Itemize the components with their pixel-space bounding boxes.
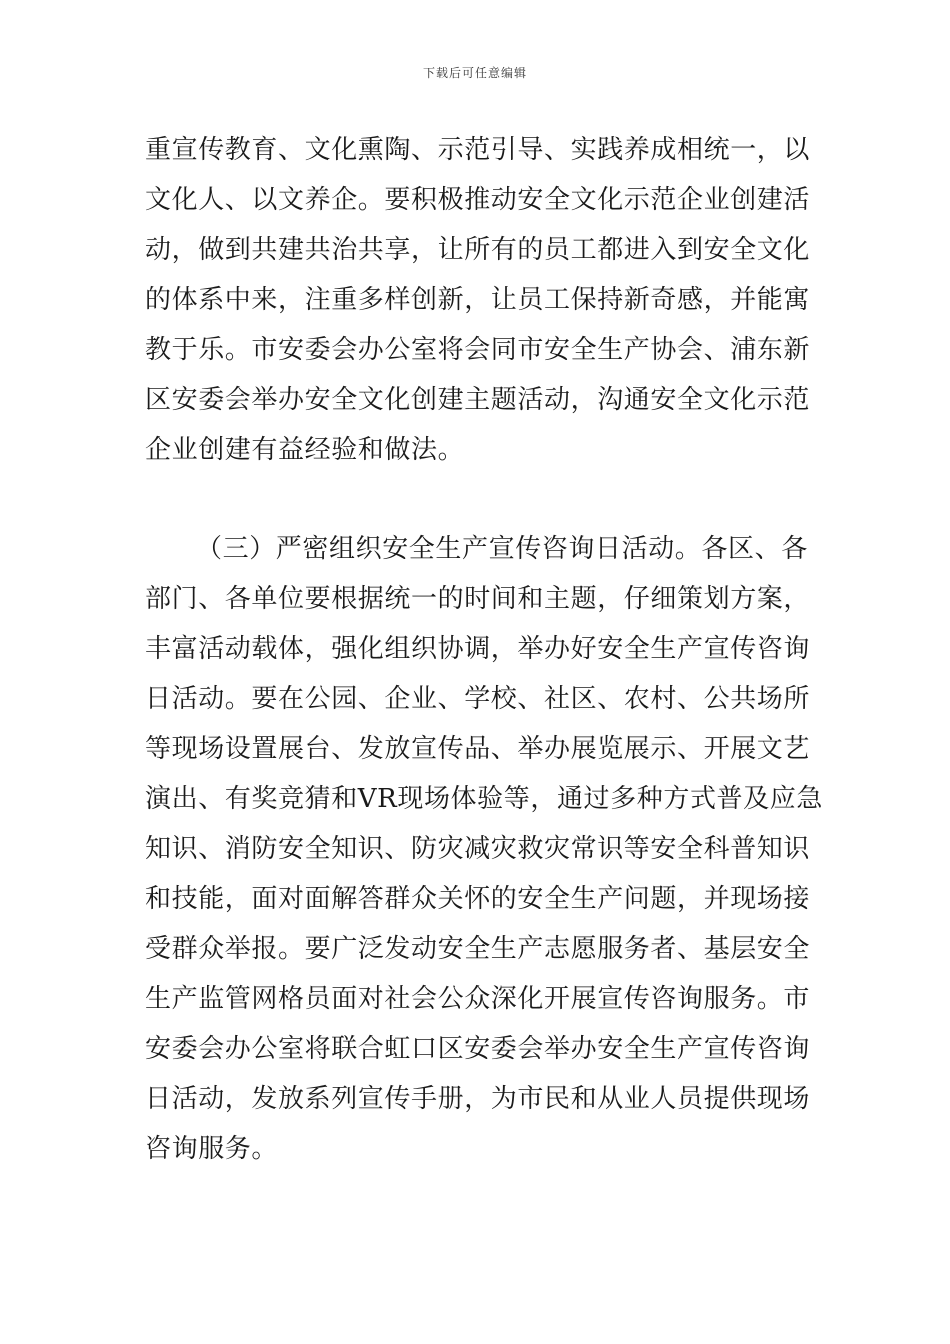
paragraph-1-line: 的体系中来，注重多样创新，让员工保持新奇感，并能寓 [145, 285, 811, 315]
paragraph-2-line: 和技能，面对面解答群众关怀的安全生产问题，并现场接 [145, 884, 811, 914]
paragraph-2-line: 日活动，发放系列宣传手册，为市民和从业人员提供现场 [145, 1084, 811, 1114]
paragraph-1-line: 动，做到共建共治共享，让所有的员工都进入到安全文化 [145, 235, 811, 265]
paragraph-2-line: 丰富活动载体，强化组织协调，举办好安全生产宣传咨询 [145, 634, 811, 664]
paragraph-1-line: 教于乐。市安委会办公室将会同市安全生产协会、浦东新 [145, 335, 811, 365]
paragraph-2-line: 日活动。要在公园、企业、学校、社区、农村、公共场所 [145, 684, 811, 714]
paragraph-2-line: 咨询服务。 [145, 1134, 279, 1164]
paragraph-2-line: 等现场设置展台、发放宣传品、举办展览展示、开展文艺 [145, 734, 811, 764]
header-note: 下载后可任意编辑 [422, 66, 527, 80]
paragraph-1-line: 区安委会举办安全文化创建主题活动，沟通安全文化示范 [145, 385, 811, 415]
paragraph-1-line: 重宣传教育、文化熏陶、示范引导、实践养成相统一，以 [145, 135, 811, 165]
paragraph-1-line: 文化人、以文养企。要积极推动安全文化示范企业创建活 [145, 185, 811, 215]
paragraph-2-line: 演出、有奖竞猜和VR现场体验等，通过多种方式普及应急 [145, 784, 823, 814]
paragraph-2-first-line: （三）严密组织安全生产宣传咨询日活动。各区、各 [196, 534, 808, 564]
paragraph-2-line: 部门、各单位要根据统一的时间和主题，仔细策划方案， [145, 584, 811, 614]
paragraph-2-line: 受群众举报。要广泛发动安全生产志愿服务者、基层安全 [145, 934, 811, 964]
paragraph-2-line: 知识、消防安全知识、防灾减灾救灾常识等安全科普知识 [145, 834, 811, 864]
paragraph-2-line: 生产监管网格员面对社会公众深化开展宣传咨询服务。市 [145, 984, 811, 1014]
paragraph-2-line: 安委会办公室将联合虹口区安委会举办安全生产宣传咨询 [145, 1034, 811, 1064]
paragraph-1-line: 企业创建有益经验和做法。 [145, 435, 465, 465]
